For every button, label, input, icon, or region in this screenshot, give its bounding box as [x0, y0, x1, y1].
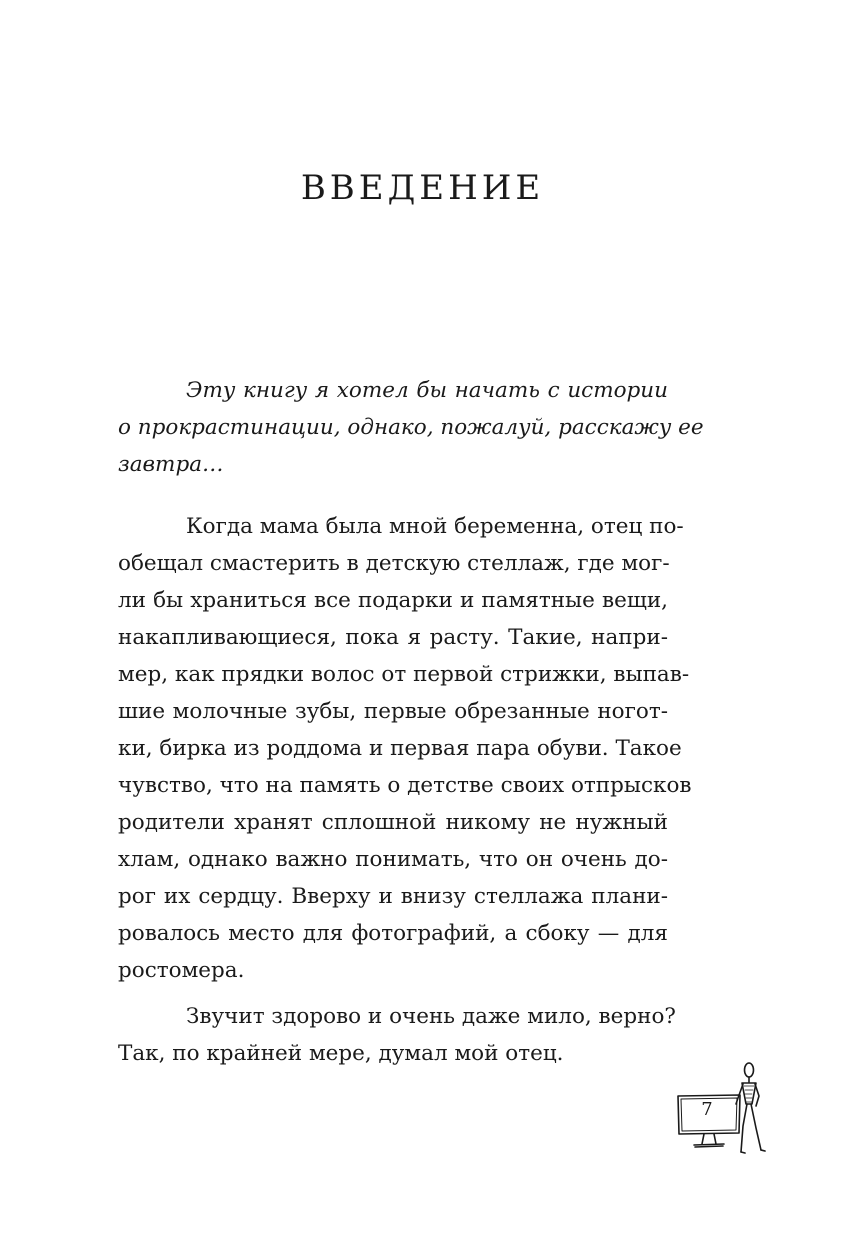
text-line: хлам, однако важно понимать, что он очень до- [118, 847, 668, 872]
text-line: накапливающиеся, пока я расту. Такие, напри- [118, 625, 668, 650]
text-line: чувство, что на память о детстве своих отпрысков [118, 773, 692, 798]
chapter-title: ВВЕДЕНИЕ [300, 168, 545, 208]
text-line: родители хранят сплошной никому не нужный [118, 810, 668, 835]
text-line: ровалось место для фотографий, а сбоку — для [118, 921, 668, 946]
text-line: Звучит здорово и очень даже мило, верно? [186, 1004, 676, 1029]
page-number: 7 [701, 1099, 713, 1120]
epigraph [118, 372, 704, 483]
text-line: Так, по крайней мере, думал мой отец. [118, 1041, 564, 1066]
body-paragraph-1 [118, 508, 692, 989]
text-line: Когда мама была мной беременна, отец по- [186, 514, 684, 539]
epigraph-line: Эту книгу я хотел бы начать с истории [186, 378, 668, 403]
epigraph-line: завтра… [118, 452, 224, 477]
text-line: ки, бирка из роддома и первая пара обуви. Такое [118, 736, 682, 761]
body-paragraph-2 [118, 998, 676, 1072]
text-line: обещал смастерить в детскую стеллаж, где мог- [118, 551, 670, 576]
epigraph-line: о прокрастинации, однако, пожалуй, расскажу ее [118, 415, 704, 440]
text-line: ли бы храниться все подарки и памятные вещи, [118, 588, 668, 613]
text-line: ростомера. [118, 958, 245, 983]
text-line: мер, как прядки волос от первой стрижки, выпав- [118, 662, 690, 687]
text-line: рог их сердцу. Вверху и внизу стеллажа плани- [118, 884, 668, 909]
text-line: шие молочные зубы, первые обрезанные ногот- [118, 699, 668, 724]
